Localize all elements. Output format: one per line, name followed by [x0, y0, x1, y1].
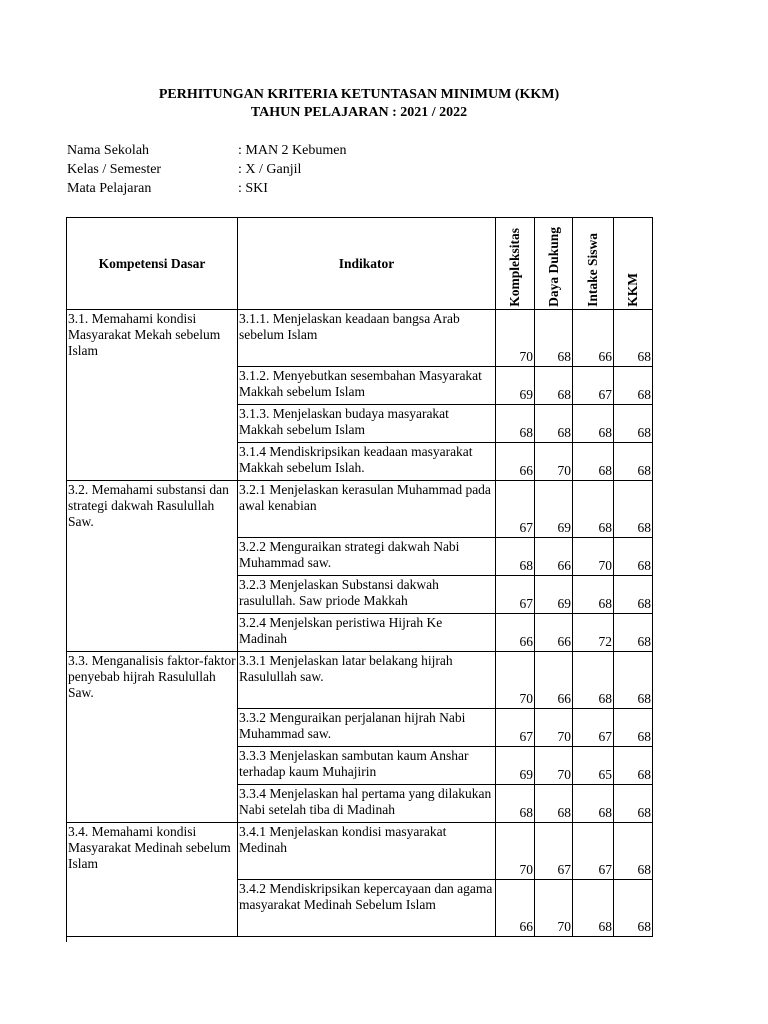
kd-cell: 3.4. Memahami kondisi Masyarakat Medinah sebelum Islam [67, 823, 238, 880]
value-cell-daya-dukung: 69 [535, 576, 573, 614]
indikator-cell: 3.2.1 Menjelaskan kerasulan Muhammad pada awal kenabian [238, 481, 496, 538]
kkm-table [66, 217, 653, 937]
value-cell-kompleksitas: 70 [496, 652, 535, 709]
value-cell-kompleksitas: 66 [496, 443, 535, 481]
table-row [67, 785, 653, 823]
table-row [67, 538, 653, 576]
value-cell-kompleksitas: 66 [496, 614, 535, 652]
value-cell-kompleksitas: 67 [496, 481, 535, 538]
meta-value-subject: : SKI [238, 181, 268, 196]
value-cell-daya-dukung: 66 [535, 538, 573, 576]
table-row [67, 747, 653, 785]
value-cell-kkm: 68 [614, 481, 653, 538]
value-cell-kompleksitas: 69 [496, 367, 535, 405]
value-cell-kkm: 68 [614, 652, 653, 709]
kd-cell: 3.1. Memahami kondisi Masyarakat Mekah sebelum Islam [67, 310, 238, 367]
value-cell-daya-dukung: 68 [535, 405, 573, 443]
header-kkm: KKM [614, 218, 653, 310]
indikator-cell: 3.1.2. Menyebutkan sesembahan Masyarakat Makkah sebelum Islam [238, 367, 496, 405]
kd-cell: 3.3. Menganalisis faktor-faktor penyebab hijrah Rasulullah Saw. [67, 652, 238, 709]
value-cell-intake: 68 [573, 880, 614, 937]
value-cell-kkm: 68 [614, 880, 653, 937]
value-cell-daya-dukung: 66 [535, 614, 573, 652]
meta-value-class: : X / Ganjil [238, 162, 302, 177]
indikator-cell: 3.3.2 Menguraikan perjalanan hijrah Nabi Muhammad saw. [238, 709, 496, 747]
header-kd: Kompetensi Dasar [67, 218, 238, 310]
value-cell-kompleksitas: 66 [496, 880, 535, 937]
kd-cell-empty [67, 367, 238, 405]
value-cell-kkm: 68 [614, 709, 653, 747]
indikator-cell: 3.3.4 Menjelaskan hal pertama yang dilakukan Nabi setelah tiba di Madinah [238, 785, 496, 823]
meta-label-subject: Mata Pelajaran [67, 181, 152, 196]
value-cell-kkm: 68 [614, 614, 653, 652]
value-cell-kkm: 68 [614, 823, 653, 880]
value-cell-intake: 68 [573, 443, 614, 481]
indikator-cell: 3.1.1. Menjelaskan keadaan bangsa Arab sebelum Islam [238, 310, 496, 367]
header-daya-dukung: Daya Dukung [535, 218, 573, 310]
indikator-cell: 3.1.4 Mendiskripsikan keadaan masyarakat Makkah sebelum Islah. [238, 443, 496, 481]
value-cell-kkm: 68 [614, 538, 653, 576]
kd-cell-empty [67, 538, 238, 576]
table-row [67, 709, 653, 747]
meta-label-school: Nama Sekolah [67, 143, 150, 158]
kd-cell-empty [67, 576, 238, 614]
indikator-cell: 3.4.1 Menjelaskan kondisi masyarakat Medinah [238, 823, 496, 880]
kd-cell-empty [67, 443, 238, 481]
value-cell-daya-dukung: 69 [535, 481, 573, 538]
value-cell-kompleksitas: 67 [496, 576, 535, 614]
value-cell-daya-dukung: 68 [535, 310, 573, 367]
table-row [67, 367, 653, 405]
value-cell-daya-dukung: 70 [535, 709, 573, 747]
kd-cell-empty [67, 709, 238, 747]
value-cell-intake: 68 [573, 405, 614, 443]
table-row [67, 614, 653, 652]
value-cell-kompleksitas: 70 [496, 310, 535, 367]
value-cell-daya-dukung: 70 [535, 880, 573, 937]
kd-cell: 3.2. Memahami substansi dan strategi dakwah Rasulullah Saw. [67, 481, 238, 538]
value-cell-daya-dukung: 70 [535, 747, 573, 785]
value-cell-intake: 67 [573, 823, 614, 880]
value-cell-daya-dukung: 70 [535, 443, 573, 481]
table-row [67, 481, 653, 538]
value-cell-intake: 68 [573, 785, 614, 823]
value-cell-daya-dukung: 68 [535, 367, 573, 405]
table-row [67, 652, 653, 709]
value-cell-intake: 67 [573, 367, 614, 405]
indikator-cell: 3.2.3 Menjelaskan Substansi dakwah rasulullah. Saw priode Makkah [238, 576, 496, 614]
header-intake: Intake Siswa [573, 218, 614, 310]
kd-cell-empty [67, 785, 238, 823]
value-cell-kompleksitas: 68 [496, 538, 535, 576]
value-cell-kkm: 68 [614, 785, 653, 823]
value-cell-kkm: 68 [614, 443, 653, 481]
value-cell-kompleksitas: 67 [496, 709, 535, 747]
indikator-cell: 3.2.4 Menjelskan peristiwa Hijrah Ke Madinah [238, 614, 496, 652]
table-row [67, 823, 653, 880]
value-cell-kkm: 68 [614, 405, 653, 443]
indikator-cell: 3.1.3. Menjelaskan budaya masyarakat Makkah sebelum Islam [238, 405, 496, 443]
value-cell-kompleksitas: 69 [496, 747, 535, 785]
header-indikator: Indikator [238, 218, 496, 310]
value-cell-kkm: 68 [614, 576, 653, 614]
table-edge [66, 930, 67, 942]
indikator-cell: 3.3.1 Menjelaskan latar belakang hijrah Rasulullah saw. [238, 652, 496, 709]
value-cell-intake: 68 [573, 576, 614, 614]
value-cell-kkm: 68 [614, 367, 653, 405]
value-cell-daya-dukung: 68 [535, 785, 573, 823]
value-cell-intake: 67 [573, 709, 614, 747]
value-cell-kkm: 68 [614, 310, 653, 367]
value-cell-kompleksitas: 68 [496, 405, 535, 443]
value-cell-intake: 72 [573, 614, 614, 652]
indikator-cell: 3.4.2 Mendiskripsikan kepercayaan dan agama masyarakat Medinah Sebelum Islam [238, 880, 496, 937]
value-cell-daya-dukung: 67 [535, 823, 573, 880]
document-title: PERHITUNGAN KRITERIA KETUNTASAN MINIMUM (KKM) [158, 87, 560, 102]
value-cell-intake: 70 [573, 538, 614, 576]
document-subtitle: TAHUN PELAJARAN : 2021 / 2022 [250, 105, 468, 120]
value-cell-intake: 68 [573, 481, 614, 538]
table-row [67, 405, 653, 443]
kd-cell-empty [67, 405, 238, 443]
indikator-cell: 3.3.3 Menjelaskan sambutan kaum Anshar terhadap kaum Muhajirin [238, 747, 496, 785]
value-cell-kompleksitas: 68 [496, 785, 535, 823]
table-row [67, 443, 653, 481]
kd-cell-empty [67, 880, 238, 937]
indikator-cell: 3.2.2 Menguraikan strategi dakwah Nabi Muhammad saw. [238, 538, 496, 576]
kd-cell-empty [67, 614, 238, 652]
kd-cell-empty [67, 747, 238, 785]
meta-label-class: Kelas / Semester [67, 162, 162, 177]
table-row [67, 310, 653, 367]
value-cell-kompleksitas: 70 [496, 823, 535, 880]
table-body [67, 310, 653, 937]
header-kompleksitas: Kompleksitas [496, 218, 535, 310]
value-cell-daya-dukung: 66 [535, 652, 573, 709]
value-cell-intake: 65 [573, 747, 614, 785]
value-cell-intake: 66 [573, 310, 614, 367]
table-row [67, 880, 653, 937]
value-cell-intake: 68 [573, 652, 614, 709]
table-row [67, 576, 653, 614]
header-row [67, 218, 653, 310]
meta-value-school: : MAN 2 Kebumen [238, 143, 347, 158]
value-cell-kkm: 68 [614, 747, 653, 785]
